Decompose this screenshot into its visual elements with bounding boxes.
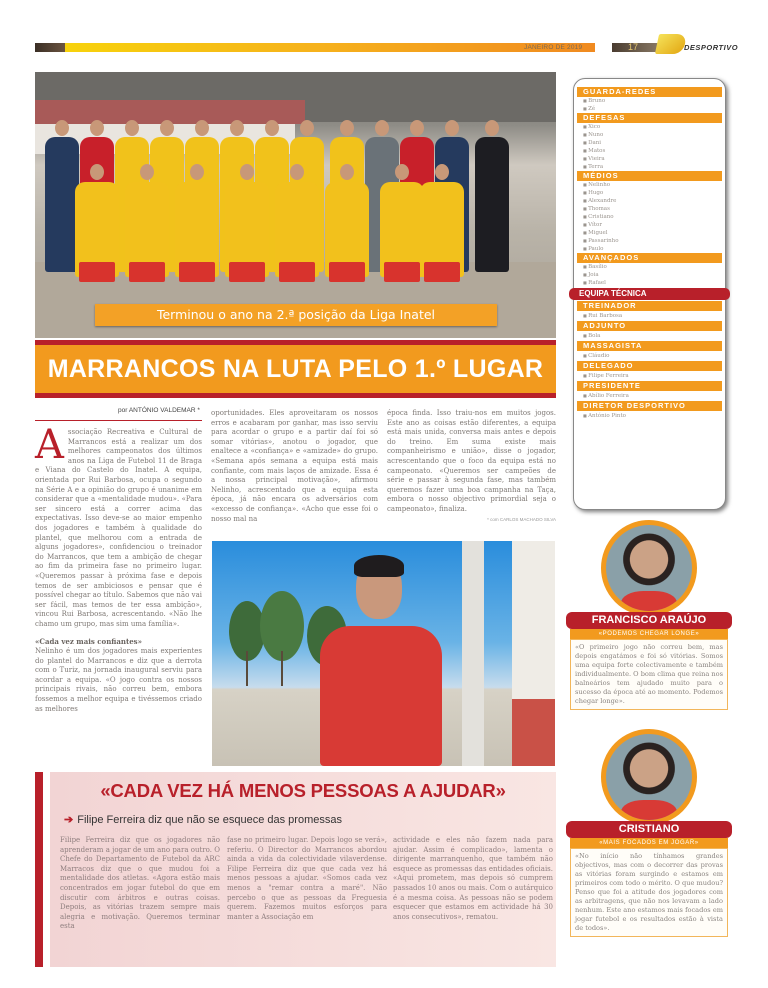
publication-logo-text: DESPORTIVO <box>684 43 739 52</box>
bullet-icon: ■ <box>583 413 589 418</box>
bullet-icon: ■ <box>583 214 589 219</box>
player-socks <box>279 262 315 282</box>
roster-name: Passarinho <box>588 238 619 244</box>
article-column-3 <box>387 409 556 539</box>
article-col2-text: oportunidades. Eles aproveitaram os nossos erros e acabaram por ganhar, mas isso serviu para acordar o grupo e a partir daí foi só somar vitórias», anotou o jogador, que enaltece a «confiança» e «amizade» do grupo. «Semana após semana a equipa está mais confiante, com mais laços de amizade. Essa é a nossa principal motivação», afirmou Nelinho, acrescentado que a equipa esta época, já não encara os adversários com «excesso de confiança». «Acho que esse foi o nosso mal na <box>211 409 378 523</box>
section-heading: PRESIDENTE <box>577 381 722 391</box>
player-socks <box>329 262 365 282</box>
roster-name: Basílio <box>588 264 607 270</box>
bullet-icon: ■ <box>583 106 589 111</box>
bullet-icon: ■ <box>583 156 589 161</box>
bullet-icon: ■ <box>583 182 589 187</box>
header-color-bar <box>35 43 595 52</box>
profile-text-1: «O primeiro jogo não correu bem, mas depois engatámos e foi só vitórias. Somos uma equipa forte colectivamente e também individualmente. O bom clima que reina nos balneários tem ajudado muito para o sucesso da época até ao momento. Podemos chegar longe». <box>570 639 728 710</box>
box-title: «CADA VEZ HÁ MENOS PESSOAS A AJUDAR» <box>100 780 506 801</box>
player-head <box>90 120 104 136</box>
profile-card-2 <box>566 729 732 937</box>
roster-name: Rafael <box>588 280 606 286</box>
bullet-icon: ■ <box>583 140 589 145</box>
section-heading: AVANÇADOS <box>577 253 722 263</box>
team-photo <box>35 72 556 338</box>
bullet-icon: ■ <box>583 313 589 318</box>
article-title: MARRANCOS NA LUTA PELO 1.º LUGAR <box>47 355 544 383</box>
bullet-icon: ■ <box>583 222 589 227</box>
roster-item <box>574 181 725 189</box>
article-col3-text: época finda. Isso traiu-nos em muitos jogos. Este ano as coisas estão diferentes, a equipa está mais unida, conversa mais antes e depois do treino. Em suma existe mais companheirismo e união», disse o jogador, acrescentando que o foco da equipa está no campeonato. «Queremos ser campeões de série e passar à segunda fase, mas também queremos fazer uma boa campanha na Taça, embora o nosso objectivo primordial seja o campeonato», finaliza. <box>387 409 556 513</box>
article-title-band <box>35 340 556 398</box>
roster-name: Zé <box>588 106 596 112</box>
bullet-icon: ■ <box>583 246 589 251</box>
section-heading: MASSAGISTA <box>577 341 722 351</box>
roster-name: Terra <box>588 164 604 170</box>
roster-name: Nelinho <box>588 182 611 188</box>
box-subtitle-text: Filipe Ferreira diz que não se esquece das promessas <box>77 814 342 826</box>
player-socks <box>129 262 165 282</box>
bullet-icon: ■ <box>583 124 589 129</box>
roster-name: Bola <box>588 333 601 339</box>
roster-item <box>574 205 725 213</box>
player-head <box>190 164 204 180</box>
roster-name: Rui Barbosa <box>588 313 623 319</box>
player-head <box>290 164 304 180</box>
bullet-icon: ■ <box>583 264 589 269</box>
player-head <box>410 120 424 136</box>
player-head <box>125 120 139 136</box>
staff-list <box>574 301 725 421</box>
roster-item <box>574 271 725 279</box>
roster-item <box>574 351 725 361</box>
roster-name: Matos <box>588 148 606 154</box>
player-head <box>90 164 104 180</box>
player-head <box>395 164 409 180</box>
roster-item <box>574 139 725 147</box>
player-head <box>240 164 254 180</box>
roster-name: Abílio Ferreira <box>588 393 629 399</box>
profile-text-2: «No início não tínhamos grandes objectivos, mas com o decorrer das provas as vitórias foram surgindo e estamos em primeiros com todo o mérito. O que mudou? Penso que foi a atitude dos jogadores com as arbitragens, que não nos levavam a lado nenhum. Este ano estamos mais focados em jogar futebol e os resultados estão à vista de todos». <box>570 848 728 937</box>
player-head <box>445 120 459 136</box>
bullet-icon: ■ <box>583 164 589 169</box>
roster-name: Vieira <box>588 156 605 162</box>
roster-name: Vítor <box>588 222 602 228</box>
roster-item <box>574 97 725 105</box>
roster-item <box>574 229 725 237</box>
drop-cap: A <box>35 422 64 468</box>
profile-photo-2 <box>601 729 697 825</box>
player-socks <box>79 262 115 282</box>
roster-name: António Pinto <box>588 413 626 419</box>
bullet-icon: ■ <box>583 238 589 243</box>
roster-item <box>574 411 725 421</box>
roster-name: Hugo <box>588 190 604 196</box>
bullet-icon: ■ <box>583 353 589 358</box>
roster-item <box>574 221 725 229</box>
section-heading: DEFESAS <box>577 113 722 123</box>
box-col3-text: actividade e eles não fazem nada para ajudar. Assim é complicado», lamenta o dirigente marranquenho, que também não esquece as promessas das entidades oficiais. «Aqui prometem, mas depois só cumprem passados 10 anos ou mais. Com o autárquico é a mesma coisa. As pessoas não se podem esquecer que estamos em actividade há 30 anos consecutivos», rematou. <box>393 836 553 921</box>
roster-item <box>574 147 725 155</box>
section-heading: DELEGADO <box>577 361 722 371</box>
roster-item <box>574 163 725 171</box>
player-head <box>265 120 279 136</box>
roster-name: Thomas <box>588 206 610 212</box>
roster-item <box>574 131 725 139</box>
bullet-icon: ■ <box>583 393 589 398</box>
roster-name: Paulo <box>588 246 604 252</box>
roster-item <box>574 391 725 401</box>
player-head <box>435 164 449 180</box>
roster-item <box>574 123 725 131</box>
roster-item <box>574 197 725 205</box>
roster-name: Cláudio <box>588 353 610 359</box>
bullet-icon: ■ <box>583 280 589 285</box>
box-column-1 <box>60 836 220 961</box>
player-socks <box>424 262 460 282</box>
roster-item <box>574 263 725 271</box>
box-subtitle <box>64 813 342 826</box>
section-heading: MÉDIOS <box>577 171 722 181</box>
article-col1-intro: ssociação Recreativa e Cultural de Marrancos está a realizar um dos melhores campeonatos dos últimos anos na Liga de Futebol 11 de Braga e Viana do Castelo do Inatel. A equipa, orientada por Rui Barbosa, ocupa o segundo na Série A e a opinião do grupo é unanime em considerar que a «mentalidade mudou». «Para ser sincero está a correr acima das expectativas. Isso deve-se ao maior empenho dos jogadores e também à qualidade do plantel, que melhorou com a entrada de alguns jogadores», confidenciou o treinador do Marrancos, que tem a ambição de chegar ao fim da primeira fase no primeiro lugar. «Queremos passar à próxima fase e depois temos de ser ambiciosos e pensar que é possível chegar ao título. Sabemos que não vai ser fácil, mas temos de ter essa ambição», vincou Rui Barbosa, acrescentando. «Não lhe chamo um grupo, mas sim uma família». <box>35 428 202 628</box>
bullet-icon: ■ <box>583 148 589 153</box>
desportivo-logo-icon <box>655 34 687 54</box>
box-col2-text: fase no primeiro lugar. Depois logo se verá», referiu. O Director do Marrancos abordou ainda a vida da colectividade vilaverdense. Filipe Ferreira diz que que cada vez há menos pessoas a ajudar. «Somos cada vez menos a "remar contra a maré". Não percebo o que as pessoas da Freguesia querem. Fazemos muitos esforços para manter a Associação em <box>227 836 387 921</box>
roster-item <box>574 155 725 163</box>
roster-item <box>574 371 725 381</box>
roster-list <box>574 87 725 287</box>
player-head <box>230 120 244 136</box>
header-bar-accent <box>35 43 65 52</box>
article-credit: * com CARLOS MACHADO SILVA <box>487 516 556 522</box>
article-subheading: «Cada vez mais confiantes» <box>35 637 142 647</box>
byline: por ANTÓNIO VALDEMAR * <box>118 407 200 414</box>
roster-name: Dani <box>588 140 602 146</box>
roster-item <box>574 245 725 253</box>
box-column-2 <box>227 836 387 961</box>
player-standing <box>475 137 509 272</box>
section-heading: GUARDA-REDES <box>577 87 722 97</box>
article-column-1 <box>35 422 202 768</box>
profile-name-1: FRANCISCO ARAÚJO <box>566 612 732 629</box>
photo-caption: Terminou o ano na 2.ª posição da Liga Inatel <box>95 304 497 326</box>
player-head <box>340 164 354 180</box>
roster-item <box>574 279 725 287</box>
player-socks <box>384 262 420 282</box>
issue-date: JANEIRO DE 2019 <box>524 44 583 51</box>
section-heading: TREINADOR <box>577 301 722 311</box>
profile-photo-1 <box>601 520 697 616</box>
roster-item <box>574 105 725 113</box>
player-head <box>375 120 389 136</box>
roster-item <box>574 189 725 197</box>
profile-quote-1: «PODEMOS CHEGAR LONGE» <box>570 629 728 639</box>
roster-sidebar <box>573 78 726 510</box>
profile-card-1 <box>566 520 732 710</box>
column-rule <box>35 420 202 421</box>
roster-name: Filipe Ferreira <box>588 373 629 379</box>
player-socks <box>179 262 215 282</box>
roster-name: Cristiano <box>588 214 614 220</box>
bullet-icon: ■ <box>583 230 589 235</box>
player-head <box>195 120 209 136</box>
roster-name: Miguel <box>588 230 608 236</box>
bullet-icon: ■ <box>583 373 589 378</box>
coach-photo-pillar <box>462 541 484 766</box>
player-head <box>55 120 69 136</box>
bullet-icon: ■ <box>583 333 589 338</box>
bullet-icon: ■ <box>583 272 589 277</box>
player-head <box>340 120 354 136</box>
roster-item <box>574 237 725 245</box>
roster-name: Joia <box>588 272 599 278</box>
roster-name: Xico <box>588 124 601 130</box>
box-column-3 <box>393 836 553 961</box>
player-head <box>160 120 174 136</box>
arrow-right-icon: ➔ <box>64 814 74 826</box>
bullet-icon: ■ <box>583 132 589 137</box>
bullet-icon: ■ <box>583 198 589 203</box>
player-head <box>485 120 499 136</box>
coach-photo-wall-stripe <box>512 699 555 766</box>
box-red-edge <box>35 772 43 967</box>
profile-name-2: CRISTIANO <box>566 821 732 838</box>
staff-title: EQUIPA TÉCNICA <box>569 288 730 300</box>
roster-name: Bruno <box>588 98 606 104</box>
section-heading: DIRETOR DESPORTIVO <box>577 401 722 411</box>
page-number: 17 <box>628 42 639 52</box>
roster-name: Alexandre <box>588 198 617 204</box>
bullet-icon: ■ <box>583 190 589 195</box>
roster-name: Nuno <box>588 132 604 138</box>
coach-shirt <box>320 626 442 766</box>
article-col1-rest: Nelinho é um dos jogadores mais experientes do plantel do Marrancos e diz que a derrota com o Turiz, na jornada inaugural serviu para acordar a equipa. «O jogo contra os nossos principais rivais, não correu bem, embora fossemos a melhor equipa e tivéssemos criado as melhores <box>35 647 202 713</box>
bullet-icon: ■ <box>583 206 589 211</box>
article-column-2 <box>211 409 378 539</box>
roster-item <box>574 213 725 221</box>
bullet-icon: ■ <box>583 98 589 103</box>
player-head <box>300 120 314 136</box>
roster-item <box>574 331 725 341</box>
coach-hair <box>354 555 404 577</box>
section-heading: ADJUNTO <box>577 321 722 331</box>
coach-photo <box>212 541 555 766</box>
roster-item <box>574 311 725 321</box>
player-socks <box>229 262 265 282</box>
profile-quote-2: «MAIS FOCADOS EM JOGAR» <box>570 838 728 848</box>
player-standing <box>45 137 79 272</box>
player-head <box>140 164 154 180</box>
box-col1-text: Filipe Ferreira diz que os jogadores não aprenderam a jogar de um ano para outro. O Chefe do Departamento de Futebol da ARC Marracos diz que o que mudou foi a mentalidade dos atletas. «Agora estão mais concentrados em jogar futebol do que em discutir com árbitros e outras coisas. Depois, as vitórias trazem sempre mais alegria e motivação. Queremos terminar esta <box>60 836 220 931</box>
